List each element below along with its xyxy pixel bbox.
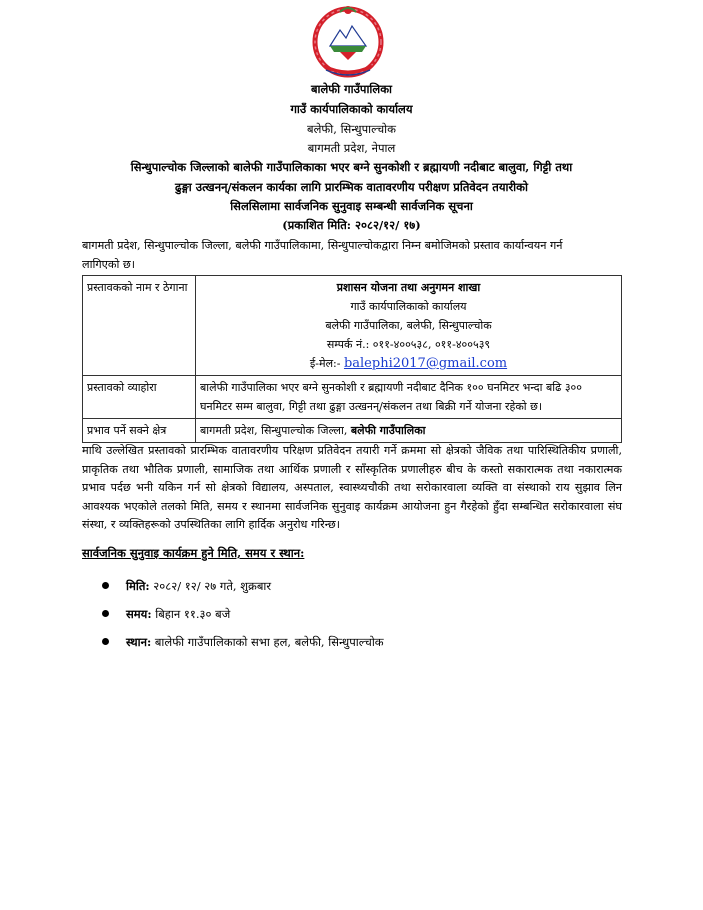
schedule-date-label: मिति: bbox=[126, 579, 150, 593]
org-name: बालेफी गाउँपालिका bbox=[310, 82, 393, 96]
nepal-emblem-icon bbox=[310, 2, 386, 78]
schedule-date-value: २०८२/ १२/ २७ गते, शुक्रबार bbox=[153, 579, 272, 593]
proposal-info-table bbox=[82, 275, 622, 443]
proposer-details bbox=[196, 276, 622, 376]
schedule-heading: सार्वजनिक सुनुवाइ कार्यक्रम हुने मिति, समय र स्थान: bbox=[82, 546, 305, 560]
notice-title-line1: सिन्धुपाल्चोक जिल्लाको बालेफी गाउँपालिकाका भएर बग्ने सुनकोशी र ब्रह्मायणी नदीबाट बालुवा, गिट्टी तथा bbox=[130, 160, 573, 174]
table-row-proposer bbox=[83, 276, 622, 376]
office-name: गाउँ कार्यपालिकाको कार्यालय bbox=[290, 102, 413, 116]
intro-paragraph bbox=[82, 237, 622, 274]
branch-name: प्रशासन योजना तथा अनुगमन शाखा bbox=[336, 281, 481, 294]
email-row bbox=[200, 354, 617, 373]
schedule-time-value: बिहान ११.३० बजे bbox=[155, 607, 231, 621]
schedule-item-venue bbox=[100, 628, 384, 656]
schedule-item-time bbox=[100, 600, 384, 628]
intro-line2: लागिएको छ। bbox=[82, 257, 135, 271]
affected-area-label: प्रभाव पर्ने सक्ने क्षेत्र bbox=[83, 419, 196, 443]
affected-area-value bbox=[196, 419, 622, 443]
schedule-list bbox=[100, 572, 384, 656]
schedule-time-label: समय: bbox=[126, 607, 152, 621]
affected-area-bold: बलेफी गाउँपालिका bbox=[350, 424, 426, 437]
body-paragraph: माथि उल्लेखित प्रस्तावको प्रारम्भिक वातावरणीय परिक्षण प्रतिवेदन तयारी गर्ने क्रममा सो क्षेत्रको जैविक तथा पारिस्थितिकीय प्रणाली, प्राकृतिक तथा भौतिक प्रणाली, सामाजिक तथा आर्थिक प्रणाली र साँस्कृतिक प्रणालीहरु बीच के कस्तो सकारात्मक तथा नकारात्मक प्रभाव पर्दछ भनी यकिन गर्न सो क्षेत्रको विद्यालय, अस्पताल, स्वास्थ्यचौकी तथा सरोकारवाला व्यक्ति वा संस्थाको राय सुझाव लिन आवश्यक भएकोले तलको मिति, समय र स्थानमा सार्वजनिक सुनुवाइ कार्यक्रम आयोजना हुन गैरहेको हुँदा सम्बन्धित सरोकारवाला संघ संस्था, र व्यक्तिहरूको उपस्थितिका लागि हार्दिक अनुरोध गरिन्छ। bbox=[82, 444, 622, 531]
notice-title-line3: सिलसिलामा सार्वजनिक सुनुवाइ सम्बन्धी सार्वजनिक सूचना bbox=[230, 199, 473, 213]
address-line: बलेफी, सिन्धुपाल्चोक bbox=[307, 122, 396, 136]
schedule-venue-value: बालेफी गाउँपालिकाको सभा हल, बलेफी, सिन्धुपाल्चोक bbox=[154, 635, 384, 649]
bullet-icon bbox=[102, 582, 109, 589]
schedule-item-date bbox=[100, 572, 384, 600]
proposer-phone: सम्पर्क नं.: ०११-४००५३८, ०११-४००५३९ bbox=[326, 338, 491, 351]
proposal-description: बालेफी गाउँपालिका भएर बग्ने सुनकोशी र ब्रह्मायणी नदीबाट दैनिक १०० घनमिटर भन्दा बढि ३०० घनमिटर सम्म बालुवा, गिट्टी तथा ढुङ्गा उत्खनन्/संकलन तथा बिक्री गर्ने योजना रहेको छ। bbox=[196, 376, 622, 419]
email-link[interactable]: balephi2017@gmail.com bbox=[343, 356, 508, 371]
proposer-address: बलेफी गाउँपालिका, बलेफी, सिन्धुपाल्चोक bbox=[325, 319, 492, 332]
email-label: ई-मेल:- bbox=[309, 357, 341, 370]
proposer-office: गाउँ कार्यपालिकाको कार्यालय bbox=[350, 300, 467, 313]
table-row-description bbox=[83, 376, 622, 419]
table-row-affected-area bbox=[83, 419, 622, 443]
bullet-icon bbox=[102, 610, 109, 617]
affected-area-prefix: बागमती प्रदेश, सिन्धुपाल्चोक जिल्ला, bbox=[200, 424, 348, 437]
intro-line1: बागमती प्रदेश, सिन्धुपाल्चोक जिल्ला, बलेफी गाउँपालिकामा, सिन्धुपाल्चोकद्वारा निम्न बमोजिमको प्रस्ताव कार्यान्वयन गर्न bbox=[82, 239, 563, 252]
description-label: प्रस्तावको व्याहोरा bbox=[83, 376, 196, 419]
bullet-icon bbox=[102, 638, 109, 645]
schedule-venue-label: स्थान: bbox=[126, 635, 152, 649]
proposer-label: प्रस्तावकको नाम र ठेगाना bbox=[83, 276, 196, 376]
province-line: बागमती प्रदेश, नेपाल bbox=[307, 141, 396, 155]
published-date: (प्रकाशित मिति: २०८२/१२/ १७) bbox=[282, 218, 421, 232]
notice-title-line2: ढुङ्गा उत्खनन्/संकलन कार्यका लागि प्रारम्भिक वातावरणीय परीक्षण प्रतिवेदन तयारीको bbox=[175, 180, 528, 194]
